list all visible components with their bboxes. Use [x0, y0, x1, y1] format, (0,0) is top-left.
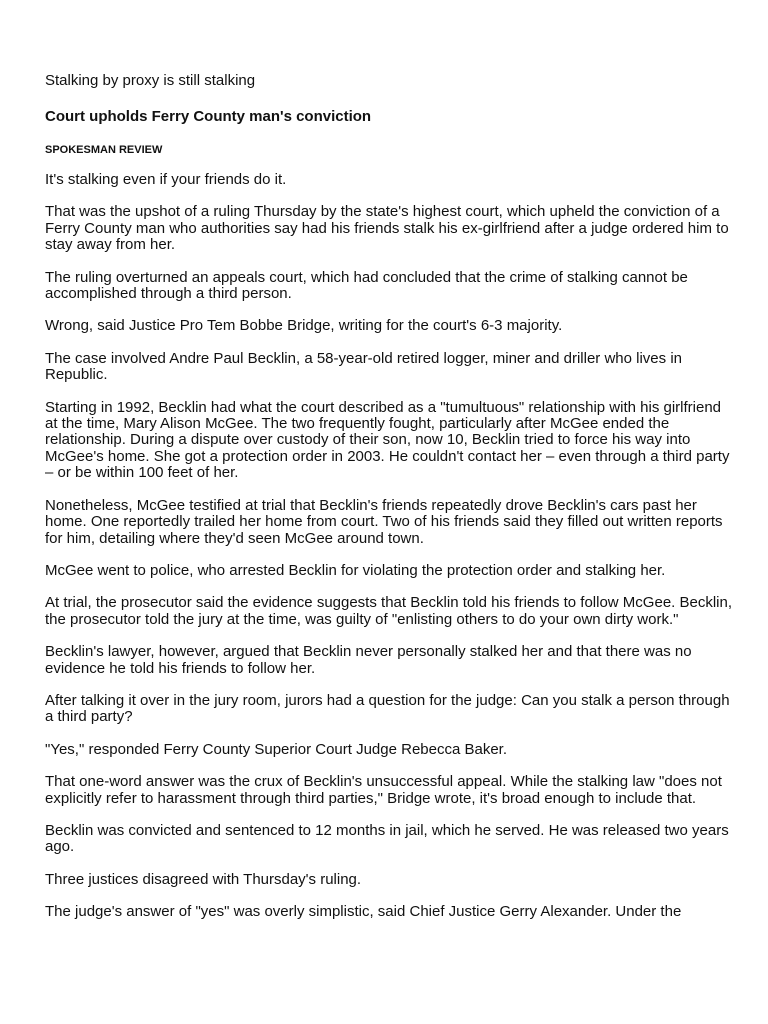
article-source: SPOKESMAN REVIEW [45, 144, 163, 156]
article-paragraph: After talking it over in the jury room, jurors had a question for the judge: Can you stalk a person through a third party? [45, 691, 730, 726]
article-kicker: Stalking by proxy is still stalking [45, 72, 256, 89]
article-paragraph: The ruling overturned an appeals court, which had concluded that the crime of stalking cannot be accomplished through a third person. [45, 268, 688, 303]
article-paragraph: Nonetheless, McGee testified at trial that Becklin's friends repeatedly drove Becklin's cars past her home. One reportedly trailed her home from court. Two of his friends said they filled out written reports for him, detailing where they'd seen McGee around town. [45, 496, 723, 547]
article-paragraph: "Yes," responded Ferry County Superior Court Judge Rebecca Baker. [45, 740, 508, 758]
article-paragraph: That was the upshot of a ruling Thursday by the state's highest court, which upheld the conviction of a Ferry County man who authorities say had his friends stalk his ex-girlfriend after a judge ordered him to stay away from her. [45, 203, 729, 254]
article-paragraph: The judge's answer of "yes" was overly simplistic, said Chief Justice Gerry Alexander. Under the [45, 903, 682, 921]
article-paragraph: The case involved Andre Paul Becklin, a 58-year-old retired logger, miner and driller who lives in Republic. [45, 349, 682, 384]
article-paragraph: It's stalking even if your friends do it. [45, 171, 287, 188]
article-paragraph: Three justices disagreed with Thursday's ruling. [45, 870, 362, 888]
article [45, 72, 735, 937]
article-headline: Court upholds Ferry County man's conviction [45, 108, 372, 125]
article-paragraph: Wrong, said Justice Pro Tem Bobbe Bridge, writing for the court's 6-3 majority. [45, 317, 563, 335]
article-paragraph: Becklin was convicted and sentenced to 12 months in jail, which he served. He was released two years ago. [45, 821, 729, 856]
article-paragraph: At trial, the prosecutor said the evidence suggests that Becklin told his friends to follow McGee. Becklin, the prosecutor told the jury at the time, was guilty of "enlisting others to do your own dirty work." [45, 594, 733, 628]
article-paragraph: McGee went to police, who arrested Becklin for violating the protection order and stalking her. [45, 561, 666, 579]
article-paragraph: That one-word answer was the crux of Becklin's unsuccessful appeal. While the stalking law "does not explicitly refer to harassment through third parties," Bridge wrote, it's broad enough to include that. [45, 773, 722, 807]
article-paragraph: Starting in 1992, Becklin had what the court described as a "tumultuous" relationship with his girlfriend at the time, Mary Alison McGee. The two frequently fought, particularly after McGee ended the relationship. During a dispute over custody of their son, now 10, Becklin tried to force his way into McGee's home. She got a protection order in 2003. He couldn't contact her – even through a third party – or be within 100 feet of her. [45, 398, 730, 482]
article-paragraph: Becklin's lawyer, however, argued that Becklin never personally stalked her and that there was no evidence he told his friends to follow her. [45, 643, 692, 677]
